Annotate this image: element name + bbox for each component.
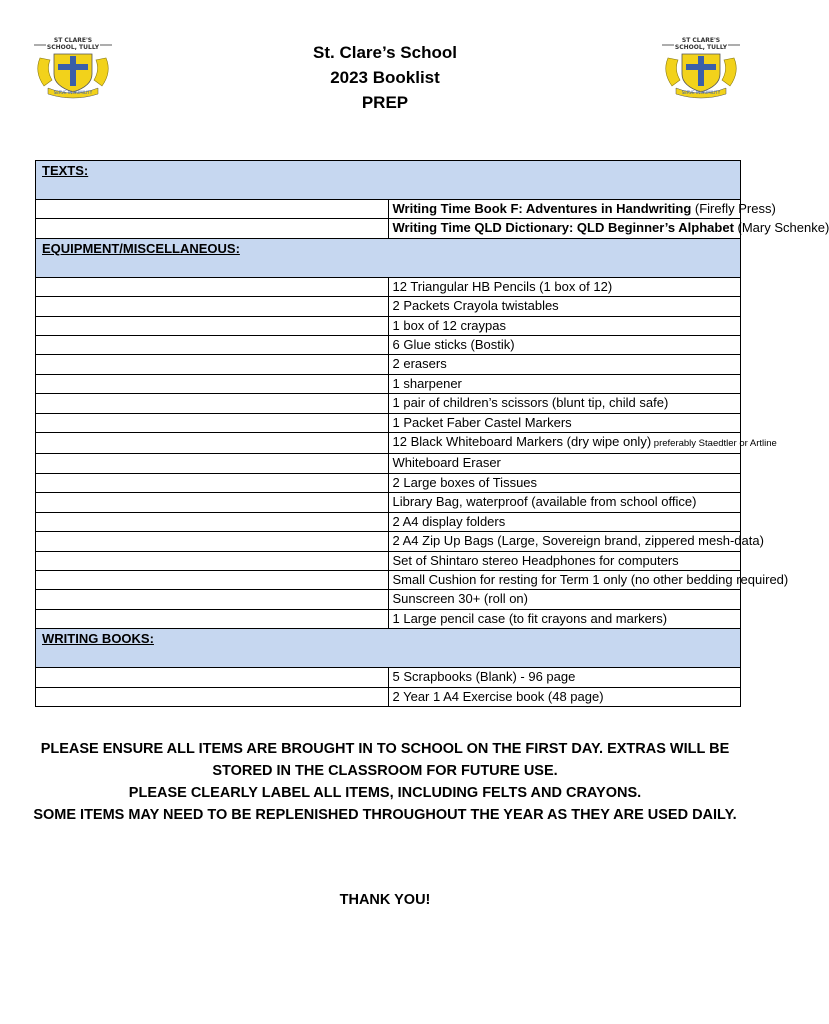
thank-you-text: THANK YOU!: [339, 892, 431, 908]
table-row: [36, 668, 741, 687]
item-cell: 12 Triangular HB Pencils (1 box of 12): [388, 277, 741, 296]
table-row: [36, 219, 741, 238]
item-cell: 2 Large boxes of Tissues: [388, 473, 741, 492]
table-row: [36, 473, 741, 492]
item-cell: [388, 433, 777, 454]
check-cell: [36, 512, 389, 531]
check-cell: [36, 316, 389, 335]
svg-text:SERVE IN HUMILITY: SERVE IN HUMILITY: [53, 90, 93, 95]
item-cell: 2 A4 Zip Up Bags (Large, Sovereign brand, zippered mesh-data): [388, 532, 741, 551]
table-row: [36, 687, 741, 706]
svg-text:SCHOOL, TULLY: SCHOOL, TULLY: [46, 44, 100, 51]
section-heading: WRITING BOOKS:: [36, 629, 741, 668]
item-cell: Whiteboard Eraser: [388, 454, 741, 473]
item-cell: 1 sharpener: [388, 374, 741, 393]
item-note: (Firefly Press): [691, 201, 776, 216]
notice-line: PLEASE ENSURE ALL ITEMS ARE BROUGHT IN TO SCHOOL ON THE FIRST DAY. EXTRAS WILL BE STORED IN THE CLASSROOM FOR FUTURE USE.: [40, 741, 730, 779]
table-row: [36, 200, 741, 219]
table-row: [36, 336, 741, 355]
item-cell: Set of Shintaro stereo Headphones for computers: [388, 551, 741, 570]
item-cell: 1 box of 12 craypas: [388, 316, 741, 335]
table-row: [36, 532, 741, 551]
check-cell: [36, 687, 389, 706]
item-cell: 2 A4 display folders: [388, 512, 741, 531]
section-header-equipment: [36, 238, 741, 277]
item-text: 12 Black Whiteboard Markers (dry wipe only): [392, 434, 652, 450]
table-row: [36, 316, 741, 335]
check-cell: [36, 394, 389, 413]
check-cell: [36, 200, 389, 219]
check-cell: [36, 413, 389, 432]
check-cell: [36, 668, 389, 687]
check-cell: [36, 336, 389, 355]
table-row: [36, 394, 741, 413]
table-row: [36, 277, 741, 296]
svg-text:SCHOOL, TULLY: SCHOOL, TULLY: [674, 44, 728, 51]
table-row: [36, 355, 741, 374]
check-cell: [36, 355, 389, 374]
check-cell: [36, 551, 389, 570]
check-cell: [36, 570, 389, 589]
notice-line: SOME ITEMS MAY NEED TO BE REPLENISHED THROUGHOUT THE YEAR AS THEY ARE USED DAILY.: [33, 807, 737, 823]
booklist-table: [35, 160, 829, 707]
item-cell: Sunscreen 30+ (roll on): [388, 590, 741, 609]
table-row: [36, 512, 741, 531]
check-cell: [36, 473, 389, 492]
table-row: [36, 454, 741, 473]
page-title: [0, 40, 770, 115]
table-row: [36, 570, 741, 589]
item-small-note: preferably Staedtler or Artline: [651, 438, 777, 450]
item-cell: 2 erasers: [388, 355, 741, 374]
table-row: [36, 374, 741, 393]
check-cell: [36, 374, 389, 393]
check-cell: [36, 454, 389, 473]
table-row: [36, 413, 741, 432]
grade-level: PREP: [361, 93, 409, 112]
check-cell: [36, 219, 389, 238]
item-cell: 2 Packets Crayola twistables: [388, 297, 741, 316]
check-cell: [36, 297, 389, 316]
svg-text:ST CLARE'S: ST CLARE'S: [681, 37, 721, 44]
item-title: Writing Time Book F: Adventures in Handwriting: [392, 201, 692, 216]
booklist-year: 2023 Booklist: [330, 68, 440, 87]
table-row: [36, 609, 741, 628]
table-row: [36, 297, 741, 316]
item-cell: [388, 200, 776, 219]
item-cell: 1 pair of children’s scissors (blunt tip, child safe): [388, 394, 741, 413]
item-cell: [388, 219, 829, 238]
item-cell: 6 Glue sticks (Bostik): [388, 336, 741, 355]
item-cell: 5 Scrapbooks (Blank) - 96 page: [388, 668, 741, 687]
check-cell: [36, 433, 389, 454]
section-heading: TEXTS:: [36, 161, 741, 200]
check-cell: [36, 493, 389, 512]
table-row: [36, 433, 741, 454]
item-note: (Mary Schenke): [733, 220, 829, 236]
check-cell: [36, 277, 389, 296]
item-cell: 1 Large pencil case (to fit crayons and markers): [388, 609, 741, 628]
school-name: St. Clare’s School: [313, 43, 457, 62]
section-header-texts: [36, 161, 741, 200]
check-cell: [36, 590, 389, 609]
item-title: Writing Time QLD Dictionary: QLD Beginner’s Alphabet: [392, 220, 734, 236]
table-row: [36, 493, 741, 512]
item-cell: Library Bag, waterproof (available from school office): [388, 493, 741, 512]
notice-line: PLEASE CLEARLY LABEL ALL ITEMS, INCLUDING FELTS AND CRAYONS.: [128, 785, 642, 801]
item-cell: 2 Year 1 A4 Exercise book (48 page): [388, 687, 741, 706]
section-heading: EQUIPMENT/MISCELLANEOUS:: [36, 238, 741, 277]
table-row: [36, 551, 741, 570]
item-cell: Small Cushion for resting for Term 1 only (no other bedding required): [388, 570, 741, 589]
check-cell: [36, 532, 389, 551]
item-cell: 1 Packet Faber Castel Markers: [388, 413, 741, 432]
notice-block: [20, 738, 750, 826]
svg-text:SERVE IN HUMILITY: SERVE IN HUMILITY: [681, 90, 721, 95]
svg-text:ST CLARE'S: ST CLARE'S: [53, 37, 93, 44]
check-cell: [36, 609, 389, 628]
table-row: [36, 590, 741, 609]
section-header-writing-books: [36, 629, 741, 668]
